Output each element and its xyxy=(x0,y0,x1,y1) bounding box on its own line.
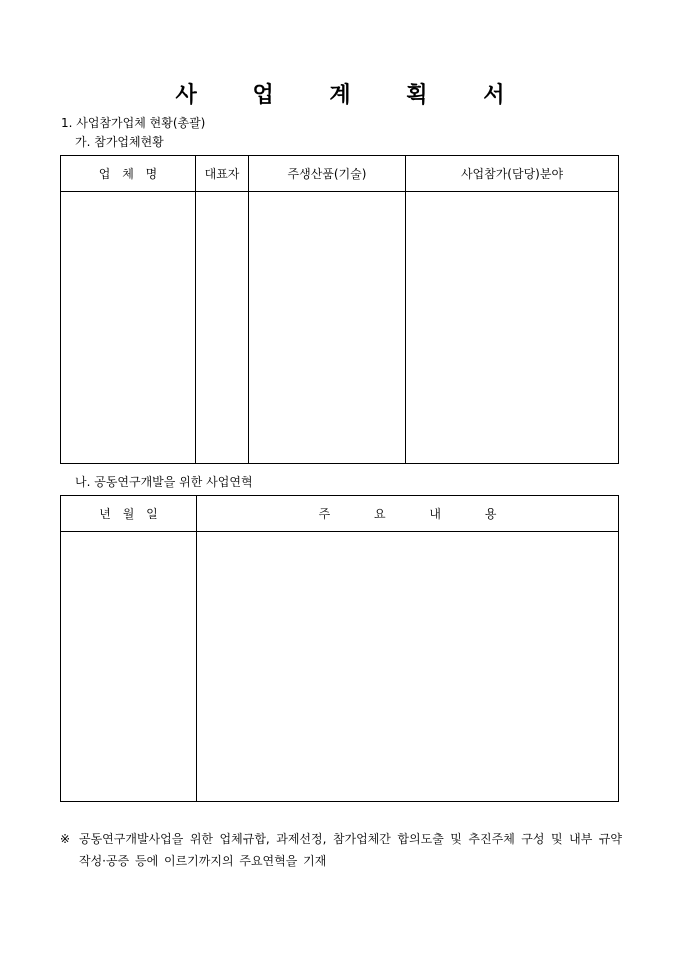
col-main-product: 주생산품(기술) xyxy=(249,156,406,192)
section2-heading: 나. 공동연구개발을 위한 사업연혁 xyxy=(75,475,253,489)
col-representative: 대표자 xyxy=(196,156,249,192)
history-table-body-row xyxy=(61,532,619,802)
participation-field-cell xyxy=(406,192,619,464)
document-title: 사 업 계 획 서 xyxy=(175,82,529,108)
participant-table xyxy=(60,155,619,464)
history-table xyxy=(60,495,619,802)
footnote xyxy=(60,828,622,872)
representative-cell xyxy=(196,192,249,464)
participant-table-header xyxy=(61,156,619,192)
col-company-name: 업 체 명 xyxy=(61,156,196,192)
main-content-cell xyxy=(197,532,619,802)
date-cell xyxy=(61,532,197,802)
main-product-cell xyxy=(249,192,406,464)
col-main-content: 주 요 내 용 xyxy=(197,496,619,532)
note-mark: ※ xyxy=(60,832,71,846)
participant-table-body-row xyxy=(61,192,619,464)
col-participation-field: 사업참가(담당)분야 xyxy=(406,156,619,192)
section1-heading: 1. 사업참가업체 현황(총괄) xyxy=(61,116,206,130)
history-table-header xyxy=(61,496,619,532)
note-text: 공동연구개발사업을 위한 업체규합, 과제선정, 참가업체간 합의도출 및 추진주체 구성 및 내부 규약 작성·공증 등에 이르기까지의 주요연혁을 기재 xyxy=(79,832,622,868)
section1-subheading: 가. 참가업체현황 xyxy=(75,135,164,149)
company-name-cell xyxy=(61,192,196,464)
col-date: 년 월 일 xyxy=(61,496,197,532)
